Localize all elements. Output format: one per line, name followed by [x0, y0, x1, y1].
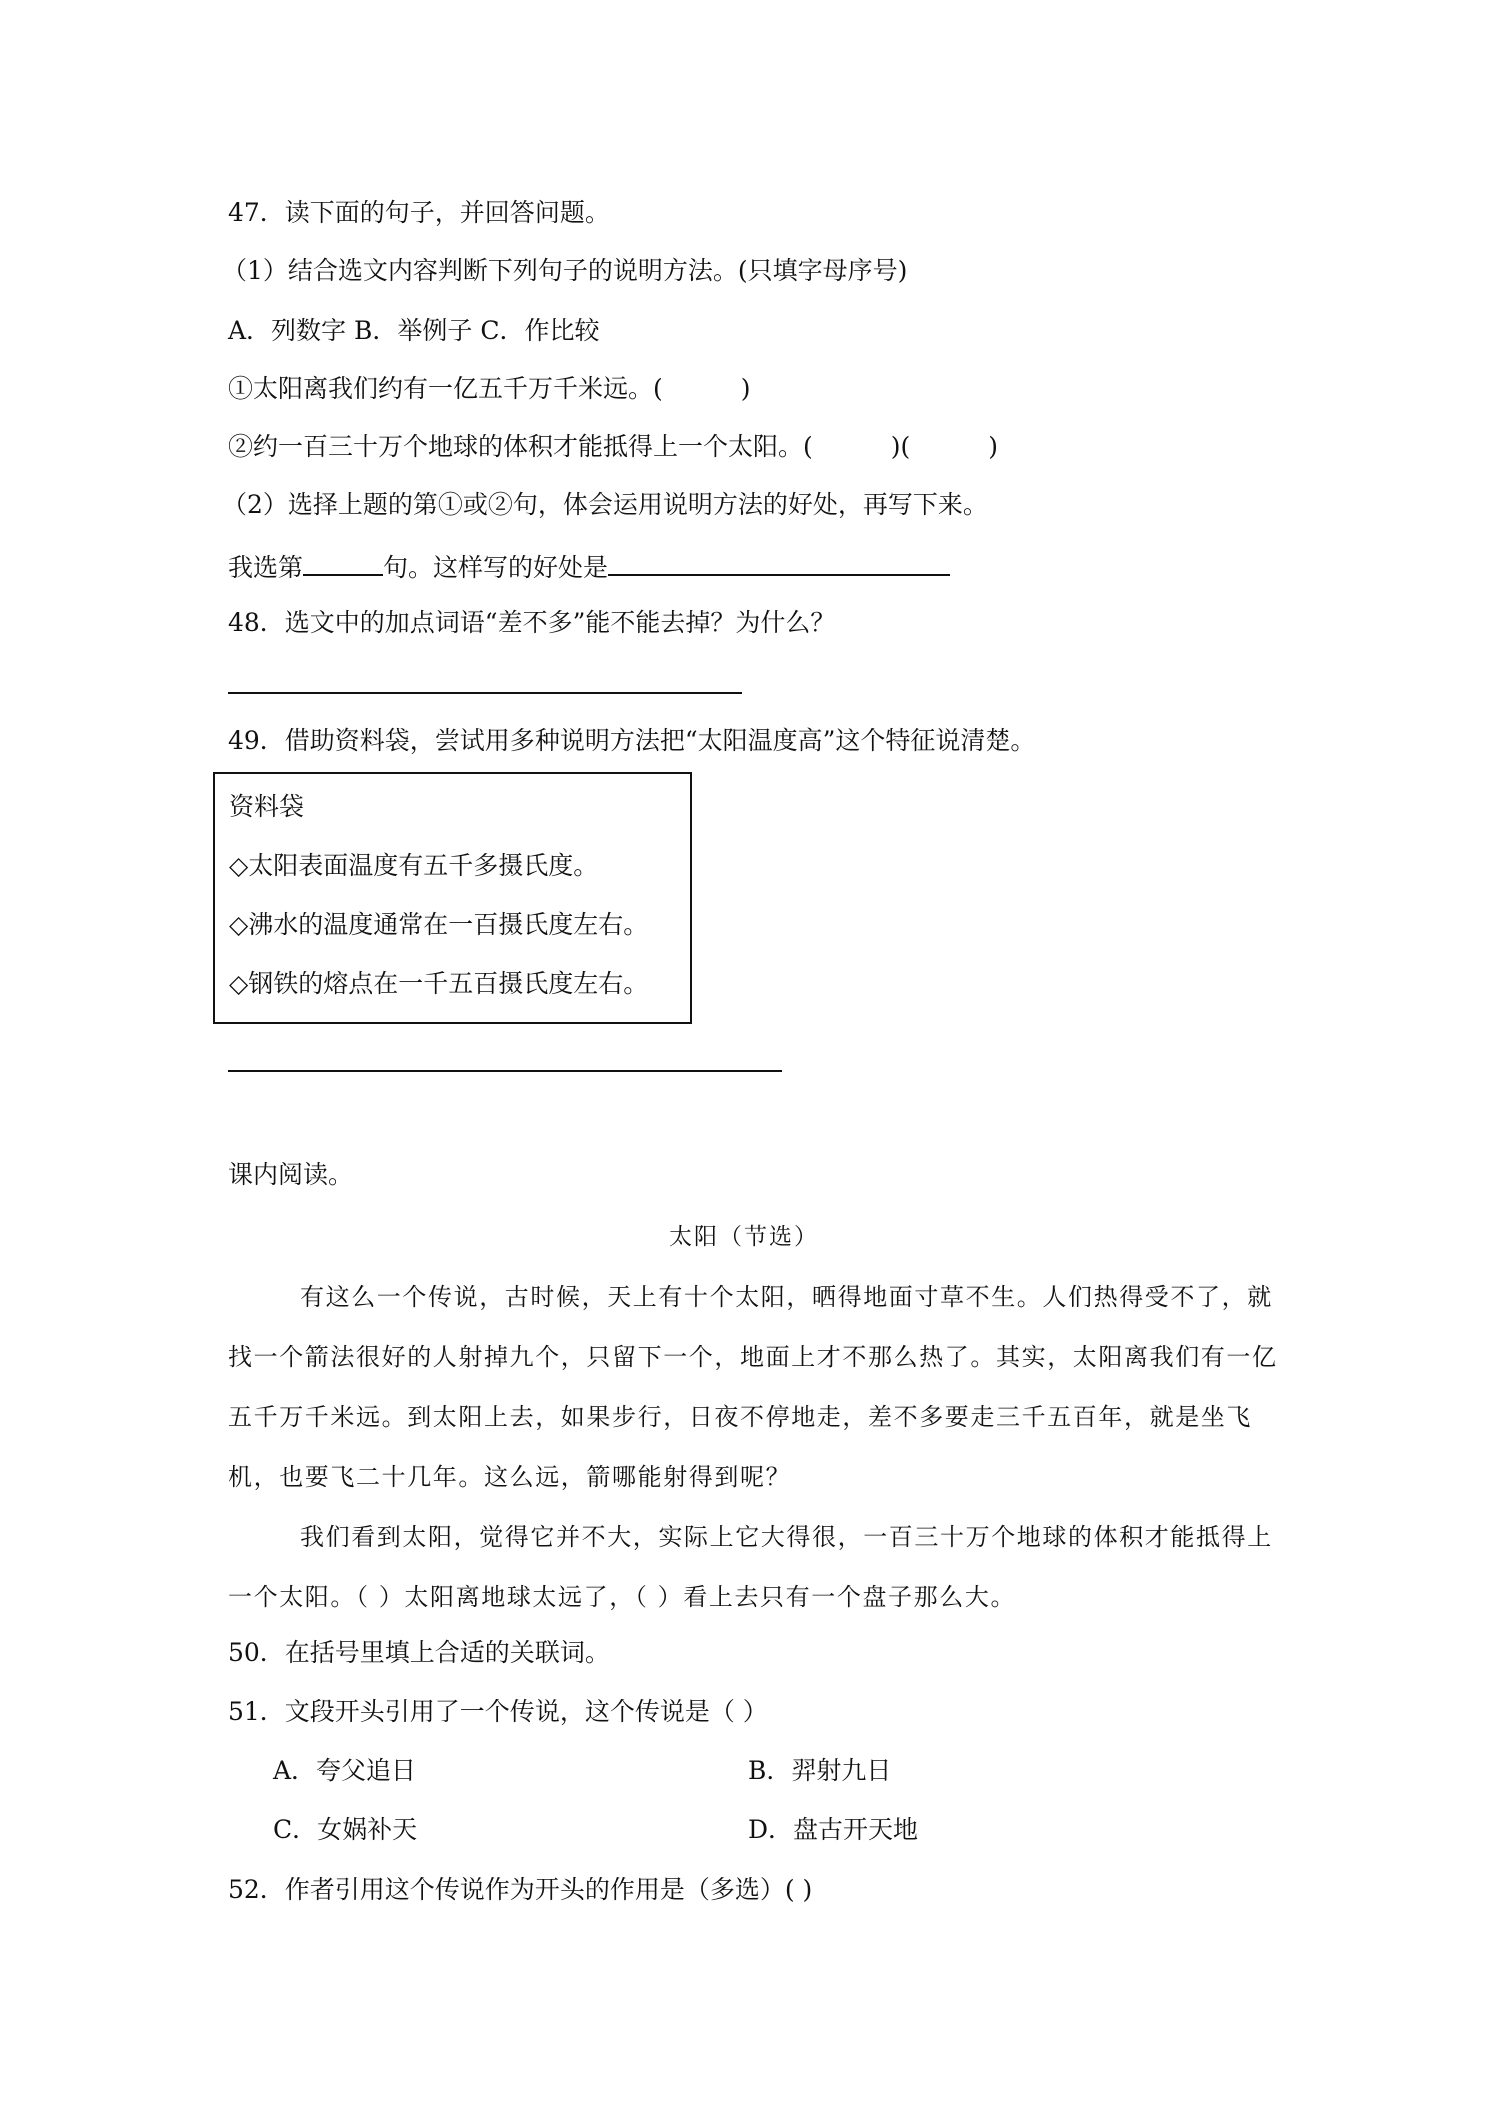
- q47-choice-blank[interactable]: [303, 548, 383, 576]
- q50-title: 50．在括号里填上合适的关联词。: [228, 1638, 610, 1667]
- q47-sentence-1: [228, 372, 751, 406]
- q47-sub1: （1）结合选文内容判断下列句子的说明方法。(只填字母序号): [222, 256, 908, 285]
- q49-answer-line[interactable]: [228, 1070, 782, 1072]
- q47-sub2: （2）选择上题的第①或②句，体会运用说明方法的好处，再写下来。: [222, 490, 988, 519]
- q51-title: 51．文段开头引用了一个传说，这个传说是（ ）: [228, 1697, 768, 1726]
- info-box: [213, 772, 692, 1024]
- q48-answer-line[interactable]: [228, 692, 742, 694]
- passage-title: 太阳（节选）: [669, 1224, 819, 1250]
- q47-s2-text: ②约一百三十万个地球的体积才能抵得上一个太阳。(: [228, 432, 813, 461]
- q47-sentence-2: [228, 430, 998, 464]
- passage-paragraph-1: 有这么一个传说，古时候，天上有十个太阳，晒得地面寸草不生。人们热得受不了，就找一个箭法很好的人射掉九个，只留下一个，地面上才不那么热了。其实，太阳离我们有一亿五千万千米远。到太阳上去，如果步行，日夜不停地走，差不多要走三千五百年，就是坐飞机，也要飞二十几年。这么远，箭哪能射得到呢？: [228, 1283, 1278, 1491]
- q49-title: 49．借助资料袋，尝试用多种说明方法把“太阳温度高”这个特征说清楚。: [228, 726, 1036, 755]
- q51-option-d[interactable]: D．盘古开天地: [748, 1815, 919, 1844]
- q47-s1-close: ): [740, 374, 751, 403]
- info-box-item: ◇沸水的温度通常在一百摄氏度左右。: [229, 910, 649, 939]
- q51-option-a[interactable]: A．夸父追日: [273, 1756, 417, 1785]
- q51-option-c[interactable]: C．女娲补天: [273, 1815, 418, 1844]
- q47-options: A．列数字 B．举例子 C．作比较: [228, 316, 600, 345]
- q47-fill-line: [228, 548, 950, 585]
- q47-s2-mid: )(: [890, 432, 911, 461]
- q47-benefit-blank[interactable]: [608, 548, 950, 576]
- info-box-item: ◇钢铁的熔点在一千五百摄氏度左右。: [229, 969, 649, 998]
- q47-fill-b: 句。这样写的好处是: [383, 553, 609, 582]
- q51-option-b[interactable]: B．羿射九日: [748, 1756, 892, 1785]
- q47-title: 47．读下面的句子，并回答问题。: [228, 198, 610, 227]
- section-heading: 课内阅读。: [228, 1160, 354, 1189]
- q47-fill-a: 我选第: [228, 553, 304, 582]
- info-box-item: ◇太阳表面温度有五千多摄氏度。: [229, 851, 599, 880]
- q47-s2-close: ): [988, 432, 999, 461]
- q47-s1-text: ①太阳离我们约有一亿五千万千米远。(: [228, 374, 663, 403]
- q52-title: 52．作者引用这个传说作为开头的作用是（多选）( ): [228, 1875, 813, 1904]
- q48-title: 48．选文中的加点词语“差不多”能不能去掉？为什么？: [228, 608, 836, 637]
- info-box-title: 资料袋: [229, 792, 305, 821]
- passage-paragraph-2: 我们看到太阳，觉得它并不大，实际上它大得很，一百三十万个地球的体积才能抵得上一个太阳。（ ）太阳离地球太远了，（ ）看上去只有一个盘子那么大。: [228, 1523, 1273, 1611]
